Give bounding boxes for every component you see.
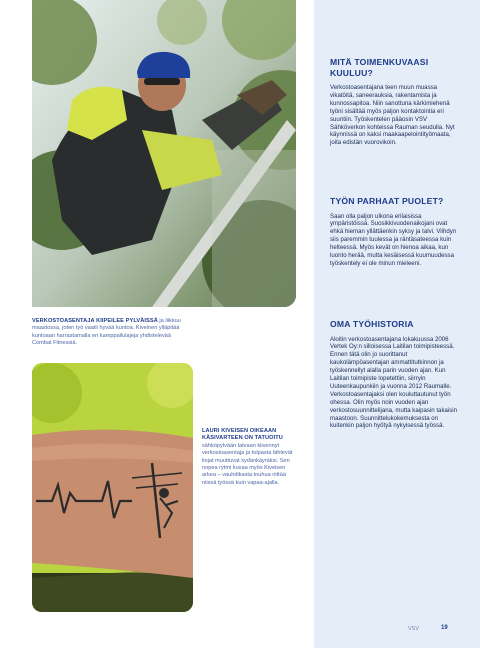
section-title: OMA TYÖHISTORIA — [330, 319, 414, 329]
photo2-caption — [202, 428, 300, 487]
tattoo-arm-photo — [32, 363, 193, 612]
section-title: TYÖN PARHAAT PUOLET? — [330, 196, 444, 206]
section-work-history — [330, 319, 462, 430]
section-body: Aloitin verkostoasentajana lokakuussa 2006 Vertek Oy:n silloisessa Laitilan toimipisteessä. Ennen tätä olin jo suorittanut kaukolämpöasentajan ammattitutkinnon ja työskennellyt alalla parin vuoden ajan. Kun Laitilan toimipiste lopetettiin, siirryin Uuteenkaupunkiin ja vuonna 2012 Raumalle. Verkostoasentajaksi olen kouluttautunut työn ohessa. Olin myös noin vuoden ajan verkostosuunnittelijana, mutta kaipasin takaisin maastoon. Suunnittelukokemuksesta on kuitenkin paljon hyötyä nykyisessä työssä. — [330, 335, 458, 430]
section-job-description — [330, 57, 462, 147]
footer-brand: VSV — [408, 626, 420, 632]
photo1-caption-text: ja liikkuu maastossa, joten työ vaatii hyvää kuntoa. Kiveinen ylläpitää kuntoaan harrastamalla eri kamppailulajeja yhdistelevää Combat Fitnessiä. — [32, 318, 181, 347]
section-body: Saan olla paljon ulkona erilaisissa ympäristöissä. Suosikkivuodenaikojani ovat ehkä hieman yllättäenkin syksy ja talvi. Viihdyn siis paremmin tuulessa ja räntäsateessa kuin helteessä. Myös kevät on hienoa aikaa, kun luonto herää, mutta kesäisessä kuumuudessa työskentely ei ole minun mieleeni. — [330, 212, 457, 267]
photo2-caption-lead: LAURI KIVEISEN OIKEAAN KÄSIVARTEEN ON TATUOITU — [202, 428, 283, 442]
photo2-caption-text: sähköpylvään latvaan kiivennyt verkostoasentaja ja tolpasta lähtevät linjat muuttuvat sydänkäyräksi. Sen nopea rytmi kuvaa myös Kiveisen arkea – vauhdikasta touhua riittää niissä työssä kuin vapaa-ajalla. — [202, 442, 293, 486]
photo1-caption-lead: VERKOSTOASENTAJA KIIPEILEE PYLVÄISSÄ — [32, 318, 158, 324]
section-title: MITÄ TOIMENKUVAASI KUULUU? — [330, 57, 429, 78]
section-body: Verkostoasentajana teen muun muassa vikatöitä, saneerauksia, rakentamista ja kunnossapitoa. Niin sanottuna kärkimiehenä työni sisältää myös paljon kontaktointia eri suuntiin. Työskentelen pääosin VSV Sähköverkon kohteissa Rauman seudulla. Nyt käynnissä on kaksi maakaapelointityömaata, joita edistän vuorovikoin. — [330, 84, 455, 147]
worker-climbing-illustration — [32, 0, 296, 307]
page-number: 19 — [441, 625, 448, 631]
section-best-parts — [330, 196, 462, 268]
tattoo-arm-illustration — [32, 363, 193, 612]
worker-climbing-photo — [32, 0, 296, 307]
photo1-caption — [32, 318, 182, 348]
